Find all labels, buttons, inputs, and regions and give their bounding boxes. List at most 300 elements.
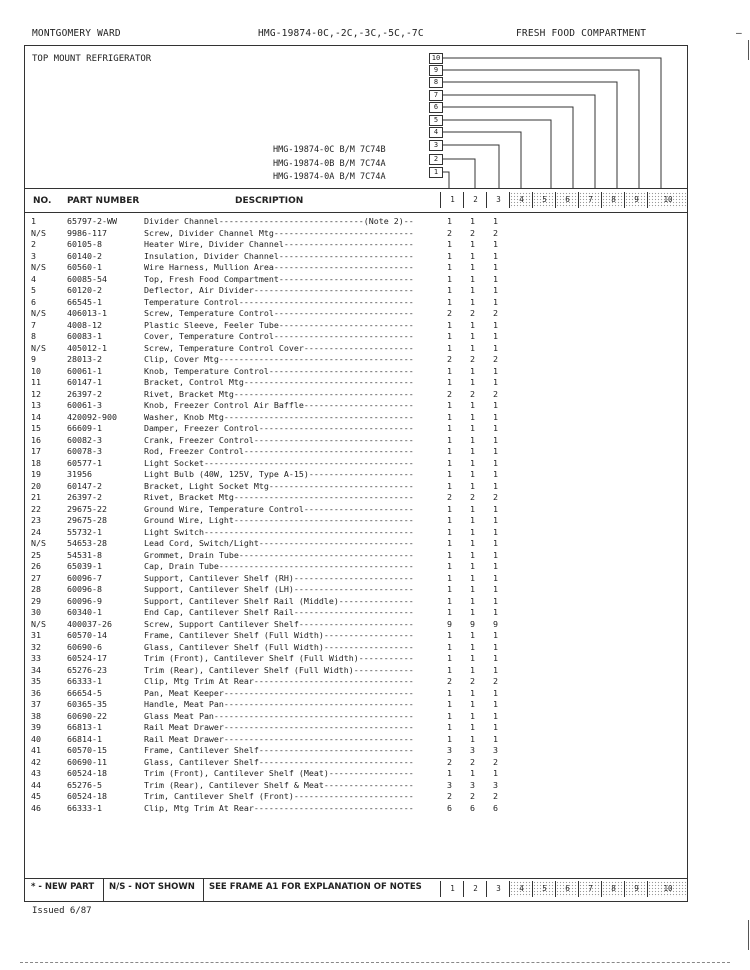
table-row	[25, 688, 687, 700]
part-description: Glass, Cantilever Shelf-------------------------------	[144, 756, 414, 767]
parts-list-frame	[24, 45, 688, 902]
item-number: 38	[31, 710, 41, 721]
qty-col-1: 1	[447, 423, 452, 433]
footer-rule	[25, 878, 687, 879]
table-row	[25, 584, 687, 596]
table-row	[25, 331, 687, 343]
table-row	[25, 561, 687, 573]
item-number: 24	[31, 526, 41, 537]
qty-col-3: 1	[493, 469, 498, 479]
part-number: 65797-2-WW	[67, 216, 117, 226]
qty-col-3: 1	[493, 262, 498, 272]
item-number: N/S	[31, 262, 46, 272]
part-description: Light Switch------------------------------------------	[144, 526, 414, 537]
table-row	[25, 274, 687, 286]
part-description: Support, Cantilever Shelf (RH)------------------------	[144, 572, 414, 583]
item-number: 27	[31, 572, 41, 583]
table-row	[25, 343, 687, 355]
col-header-no: NO.	[33, 196, 52, 206]
part-description: Insulation, Divider Channel---------------------------	[144, 250, 414, 261]
qty-col-3: 1	[493, 549, 498, 560]
qty-col-1: 2	[447, 791, 452, 801]
qty-col-3: 1	[493, 273, 498, 284]
qty-col-3: 1	[493, 768, 498, 778]
part-number: 60096-8	[67, 584, 102, 594]
qty-col-1: 1	[447, 561, 452, 571]
qty-col-1: 1	[447, 319, 452, 330]
item-number: 20	[31, 480, 41, 491]
part-description: Clip, Mtg Trim At Rear--------------------------------	[144, 676, 414, 686]
qty-col-1: 1	[447, 285, 452, 295]
part-number: 420092-900	[67, 411, 117, 422]
qty-col-3: 1	[493, 526, 498, 537]
qty-col-3: 1	[493, 538, 498, 548]
key-box: 5	[429, 115, 443, 126]
qty-col-3: 9	[493, 618, 498, 629]
qty-col-1: 1	[447, 584, 452, 594]
qty-col-1: 1	[447, 572, 452, 583]
qty-col-2: 2	[470, 676, 475, 686]
qty-col-3: 1	[493, 630, 498, 640]
header-brand: MONTGOMERY WARD	[32, 28, 121, 39]
qty-col-2: 1	[470, 319, 475, 330]
part-number: 66654-5	[67, 687, 102, 698]
item-number: 42	[31, 756, 41, 767]
table-row	[25, 446, 687, 458]
qty-col-3: 1	[493, 342, 498, 353]
qty-col-2: 1	[470, 607, 475, 617]
header-section: FRESH FOOD COMPARTMENT	[516, 28, 647, 39]
part-description: Glass Meat Pan----------------------------------------	[144, 710, 414, 721]
qty-col-3: 3	[493, 779, 498, 790]
item-number: 46	[31, 802, 41, 813]
qty-col-3: 1	[493, 239, 498, 249]
column-box: 7	[578, 881, 602, 897]
part-number: 60096-7	[67, 572, 102, 583]
item-number: 14	[31, 411, 41, 422]
qty-col-1: 1	[447, 699, 452, 709]
table-row	[25, 400, 687, 412]
qty-col-3: 3	[493, 745, 498, 755]
table-row	[25, 216, 687, 228]
part-description: Screw, Divider Channel Mtg----------------------------	[144, 227, 414, 238]
table-row	[25, 699, 687, 711]
part-number: 60105-8	[67, 239, 102, 249]
qty-col-3: 1	[493, 641, 498, 652]
part-number: 4008-12	[67, 319, 102, 330]
qty-col-3: 1	[493, 400, 498, 410]
column-box: 9	[624, 881, 648, 897]
table-row	[25, 377, 687, 389]
qty-col-1: 2	[447, 308, 452, 318]
table-row	[25, 354, 687, 366]
qty-col-2: 1	[470, 434, 475, 445]
qty-col-2: 2	[470, 756, 475, 767]
qty-col-3: 2	[493, 308, 498, 318]
qty-col-3: 1	[493, 515, 498, 525]
table-row	[25, 412, 687, 424]
column-box: 10	[647, 881, 688, 897]
qty-col-1: 1	[447, 549, 452, 560]
table-row	[25, 527, 687, 539]
column-box: 3	[486, 881, 510, 897]
table-row	[25, 239, 687, 251]
item-number: N/S	[31, 227, 46, 238]
model-line: HMG-19874-0A B/M 7C74A	[273, 172, 386, 182]
qty-col-1: 1	[447, 469, 452, 479]
table-row	[25, 573, 687, 585]
part-number: 66814-1	[67, 733, 102, 744]
qty-col-3: 6	[493, 802, 498, 813]
part-number: 405012-1	[67, 342, 107, 353]
table-row	[25, 538, 687, 550]
qty-col-3: 1	[493, 319, 498, 330]
qty-col-3: 1	[493, 411, 498, 422]
table-row	[25, 285, 687, 297]
qty-col-1: 1	[447, 273, 452, 284]
item-number: 12	[31, 388, 41, 399]
qty-col-1: 1	[447, 331, 452, 341]
edge-mark	[748, 40, 749, 60]
key-box: 4	[429, 127, 443, 138]
qty-col-1: 1	[447, 722, 452, 732]
table-row	[25, 757, 687, 769]
item-number: 26	[31, 561, 41, 571]
qty-col-1: 3	[447, 779, 452, 790]
item-number: 13	[31, 400, 41, 410]
column-box: 10	[647, 192, 688, 208]
part-description: Heater Wire, Divider Channel--------------------------	[144, 239, 414, 249]
table-row	[25, 734, 687, 746]
part-number: 60524-17	[67, 653, 107, 663]
column-box: 5	[532, 881, 556, 897]
qty-col-1: 1	[447, 457, 452, 468]
item-number: 2	[31, 239, 36, 249]
item-number: 35	[31, 676, 41, 686]
qty-col-2: 1	[470, 365, 475, 376]
qty-col-3: 1	[493, 250, 498, 261]
qty-col-3: 2	[493, 676, 498, 686]
qty-col-1: 2	[447, 354, 452, 364]
part-number: 66813-1	[67, 722, 102, 732]
qty-col-2: 1	[470, 664, 475, 675]
qty-col-3: 2	[493, 227, 498, 238]
part-description: Knob, Temperature Control-----------------------------	[144, 365, 414, 376]
qty-col-2: 2	[470, 791, 475, 801]
table-row	[25, 308, 687, 320]
part-description: Clip, Mtg Trim At Rear--------------------------------	[144, 802, 414, 813]
table-row	[25, 251, 687, 263]
part-description: Trim (Front), Cantilever Shelf (Meat)-----------------	[144, 768, 414, 778]
parts-table	[25, 216, 687, 814]
qty-col-3: 1	[493, 561, 498, 571]
item-number: 29	[31, 595, 41, 606]
item-number: N/S	[31, 538, 46, 548]
col-header-part-number: PART NUMBER	[67, 196, 140, 206]
column-box: 6	[555, 192, 579, 208]
part-description: Lead Cord, Switch/Light-------------------------------	[144, 538, 414, 548]
item-number: 10	[31, 365, 41, 376]
part-number: 60690-22	[67, 710, 107, 721]
qty-col-1: 1	[447, 526, 452, 537]
item-number: 43	[31, 768, 41, 778]
part-number: 60083-1	[67, 331, 102, 341]
table-row	[25, 665, 687, 677]
part-description: Deflector, Air Divider--------------------------------	[144, 285, 414, 295]
part-number: 60078-3	[67, 446, 102, 456]
qty-col-3: 1	[493, 503, 498, 514]
document-title: TOP MOUNT REFRIGERATOR	[32, 54, 152, 64]
table-row	[25, 780, 687, 792]
table-row	[25, 458, 687, 470]
part-number: 400037-26	[67, 618, 112, 629]
qty-col-1: 1	[447, 733, 452, 744]
qty-col-3: 1	[493, 607, 498, 617]
table-row	[25, 642, 687, 654]
qty-col-2: 1	[470, 641, 475, 652]
part-description: Trim (Rear), Cantilever Shelf (Full Width)------------	[144, 664, 414, 675]
part-number: 55732-1	[67, 526, 102, 537]
qty-col-2: 1	[470, 216, 475, 226]
qty-col-2: 1	[470, 630, 475, 640]
qty-col-1: 3	[447, 745, 452, 755]
part-number: 31956	[67, 469, 92, 479]
part-description: Frame, Cantilever Shelf (Full Width)------------------	[144, 630, 414, 640]
part-description: Rod, Freezer Control----------------------------------	[144, 446, 414, 456]
table-row	[25, 550, 687, 562]
item-number: 36	[31, 687, 41, 698]
column-box: 3	[486, 192, 510, 208]
qty-col-2: 1	[470, 699, 475, 709]
model-line: HMG-19874-0C B/M 7C74B	[273, 145, 386, 155]
qty-col-3: 2	[493, 388, 498, 399]
part-number: 60061-1	[67, 365, 102, 376]
table-row	[25, 297, 687, 309]
part-description: Damper, Freezer Control-------------------------------	[144, 423, 414, 433]
part-number: 406013-1	[67, 308, 107, 318]
qty-col-2: 1	[470, 250, 475, 261]
qty-col-2: 1	[470, 457, 475, 468]
qty-col-1: 1	[447, 480, 452, 491]
qty-col-1: 1	[447, 216, 452, 226]
qty-col-2: 1	[470, 768, 475, 778]
qty-col-1: 1	[447, 607, 452, 617]
qty-col-2: 1	[470, 722, 475, 732]
part-description: Trim, Cantilever Shelf (Front)------------------------	[144, 791, 414, 801]
table-row	[25, 745, 687, 757]
qty-col-1: 9	[447, 618, 452, 629]
qty-col-3: 1	[493, 710, 498, 721]
column-box: 2	[463, 192, 487, 208]
item-number: 4	[31, 273, 36, 284]
item-number: 45	[31, 791, 41, 801]
column-header-rule	[25, 212, 687, 213]
column-box: 8	[601, 881, 625, 897]
qty-col-1: 1	[447, 296, 452, 307]
qty-col-2: 1	[470, 239, 475, 249]
part-number: 9986-117	[67, 227, 107, 238]
qty-col-1: 1	[447, 710, 452, 721]
qty-col-2: 9	[470, 618, 475, 629]
item-number: 19	[31, 469, 41, 479]
qty-col-3: 1	[493, 377, 498, 387]
item-number: 16	[31, 434, 41, 445]
qty-col-2: 1	[470, 687, 475, 698]
qty-col-3: 2	[493, 791, 498, 801]
column-box: 2	[463, 881, 487, 897]
qty-col-2: 1	[470, 411, 475, 422]
qty-col-2: 1	[470, 480, 475, 491]
item-number: 9	[31, 354, 36, 364]
part-number: 60120-2	[67, 285, 102, 295]
item-number: N/S	[31, 342, 46, 353]
part-description: Screw, Temperature Control Cover----------------------	[144, 342, 414, 353]
item-number: 18	[31, 457, 41, 468]
part-number: 66333-1	[67, 802, 102, 813]
qty-col-2: 1	[470, 526, 475, 537]
part-description: Plastic Sleeve, Feeler Tube---------------------------	[144, 319, 414, 330]
qty-col-3: 1	[493, 595, 498, 606]
issue-date: Issued 6/87	[32, 906, 92, 916]
scan-edge-line	[20, 962, 730, 963]
table-row	[25, 722, 687, 734]
table-row	[25, 803, 687, 815]
item-number: 37	[31, 699, 41, 709]
part-number: 29675-28	[67, 515, 107, 525]
qty-col-2: 1	[470, 561, 475, 571]
part-description: Cover, Temperature Control----------------------------	[144, 331, 414, 341]
qty-col-3: 1	[493, 699, 498, 709]
qty-col-2: 6	[470, 802, 475, 813]
column-box: 8	[601, 192, 625, 208]
item-number: 33	[31, 653, 41, 663]
qty-col-3: 1	[493, 423, 498, 433]
item-number: 7	[31, 319, 36, 330]
qty-col-1: 1	[447, 239, 452, 249]
qty-col-1: 1	[447, 687, 452, 698]
footer-not-shown: N/S - NOT SHOWN	[109, 882, 195, 892]
table-row	[25, 630, 687, 642]
item-number: 30	[31, 607, 41, 617]
qty-col-2: 1	[470, 503, 475, 514]
qty-col-3: 1	[493, 687, 498, 698]
qty-col-1: 6	[447, 802, 452, 813]
table-row	[25, 711, 687, 723]
qty-col-3: 1	[493, 733, 498, 744]
qty-col-3: 1	[493, 457, 498, 468]
qty-col-1: 2	[447, 388, 452, 399]
header-model-list: HMG-19874-0C,-2C,-3C,-5C,-7C	[258, 28, 424, 39]
qty-col-2: 1	[470, 538, 475, 548]
part-number: 65039-1	[67, 561, 102, 571]
qty-col-2: 3	[470, 779, 475, 790]
qty-col-2: 1	[470, 733, 475, 744]
part-description: Support, Cantilever Shelf Rail (Middle)---------------	[144, 595, 414, 606]
item-number: 44	[31, 779, 41, 790]
part-number: 54531-8	[67, 549, 102, 560]
part-number: 66545-1	[67, 296, 102, 307]
qty-col-1: 1	[447, 342, 452, 353]
column-box: 9	[624, 192, 648, 208]
item-number: N/S	[31, 618, 46, 629]
model-line: HMG-19874-0B B/M 7C74A	[273, 158, 386, 169]
part-description: Crank, Freezer Control--------------------------------	[144, 434, 414, 445]
qty-col-2: 1	[470, 469, 475, 479]
key-leader-lines	[25, 46, 687, 191]
key-box: 2	[429, 154, 443, 165]
part-description: Rail Meat Drawer--------------------------------------	[144, 722, 414, 732]
qty-col-2: 3	[470, 745, 475, 755]
qty-col-3: 1	[493, 584, 498, 594]
qty-col-1: 1	[447, 411, 452, 422]
part-description: Bracket, Light Socket Mtg-----------------------------	[144, 480, 414, 491]
table-row	[25, 320, 687, 332]
table-row	[25, 768, 687, 780]
footer-divider	[103, 878, 104, 901]
item-number: 5	[31, 285, 36, 295]
column-box: 1	[440, 881, 464, 897]
item-number: 25	[31, 549, 41, 560]
qty-col-1: 1	[447, 664, 452, 675]
qty-col-1: 1	[447, 630, 452, 640]
table-row	[25, 619, 687, 631]
qty-col-2: 1	[470, 423, 475, 433]
part-number: 60147-2	[67, 480, 102, 491]
key-box: 7	[429, 90, 443, 101]
part-description: Screw, Temperature Control----------------------------	[144, 308, 414, 318]
qty-col-3: 1	[493, 653, 498, 663]
qty-col-1: 1	[447, 377, 452, 387]
part-description: Pan, Meat Keeper--------------------------------------	[144, 687, 414, 698]
part-number: 60570-15	[67, 745, 107, 755]
part-number: 60340-1	[67, 607, 102, 617]
qty-col-1: 1	[447, 595, 452, 606]
qty-col-1: 1	[447, 653, 452, 663]
part-description: Temperature Control-----------------------------------	[144, 296, 414, 307]
part-description: Handle, Meat Pan--------------------------------------	[144, 699, 414, 709]
item-number: 1	[31, 216, 36, 226]
qty-col-1: 1	[447, 503, 452, 514]
column-box: 5	[532, 192, 556, 208]
qty-col-2: 1	[470, 515, 475, 525]
qty-col-1: 1	[447, 400, 452, 410]
qty-col-2: 1	[470, 262, 475, 272]
qty-col-2: 1	[470, 285, 475, 295]
table-row	[25, 481, 687, 493]
table-row	[25, 262, 687, 274]
table-row	[25, 791, 687, 803]
qty-col-3: 1	[493, 331, 498, 341]
column-box: 4	[509, 881, 533, 897]
qty-col-3: 1	[493, 572, 498, 583]
qty-col-1: 1	[447, 434, 452, 445]
qty-col-1: 1	[447, 250, 452, 261]
qty-col-2: 2	[470, 308, 475, 318]
item-number: N/S	[31, 308, 46, 318]
qty-col-2: 1	[470, 273, 475, 284]
column-box: 4	[509, 192, 533, 208]
header-rule	[25, 188, 687, 189]
table-row	[25, 389, 687, 401]
qty-col-2: 1	[470, 342, 475, 353]
qty-col-2: 2	[470, 388, 475, 399]
table-row	[25, 504, 687, 516]
item-number: 32	[31, 641, 41, 652]
part-description: Wire Harness, Mullion Area----------------------------	[144, 262, 414, 272]
part-number: 65276-5	[67, 779, 102, 790]
part-number: 60570-14	[67, 630, 107, 640]
column-box: 1	[440, 192, 464, 208]
